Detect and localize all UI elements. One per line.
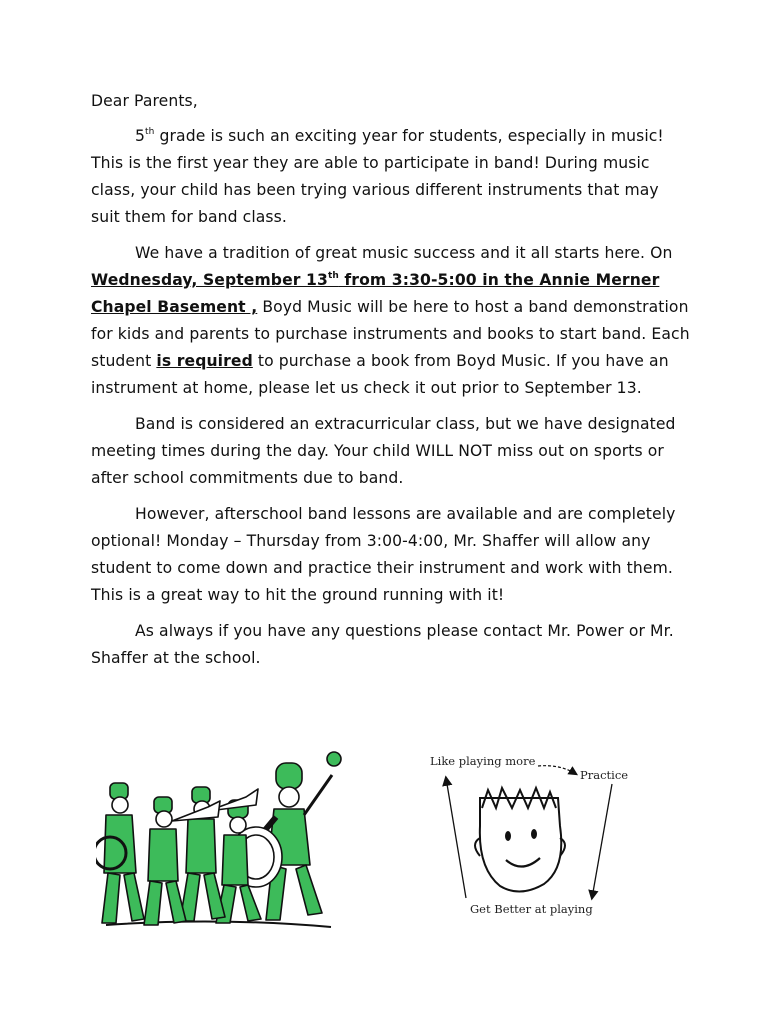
paragraph-contact: As always if you have any questions please contact Mr. Power or Mr. Shaffer at the school. — [91, 622, 674, 667]
event-tail-text: to purchase a book from Boyd Music. If you have an instrument at home, please let us check it out prior to September 13. — [91, 352, 669, 397]
marching-band-clipart — [96, 745, 346, 935]
cycle-label-practice: Practice — [580, 768, 629, 782]
event-date-text: Wednesday, September 13 — [91, 271, 328, 289]
event-body-text: Boyd Music will be here to host a band demonstration for kids and parents to purchase instruments and books to start band. Each student — [91, 298, 690, 370]
event-lead-text: We have a tradition of great music success and it all starts here. On — [135, 244, 673, 262]
event-time-location: from 3:30-5:00 in the Annie Merner Chapel Basement , — [91, 271, 660, 316]
paragraph-event — [91, 240, 691, 402]
grade-suffix: th — [145, 127, 155, 137]
letter-body — [91, 88, 691, 681]
cycle-label-get-better: Get Better at playing — [470, 902, 593, 916]
required-emphasis: is required — [156, 352, 253, 370]
smiley-face-icon — [475, 788, 565, 892]
practice-cycle-diagram — [420, 748, 650, 923]
paragraph-schedule: Band is considered an extracurricular class, but we have designated meeting times during the day. Your child WILL NOT miss out on sports or after school commitments due to band. — [91, 415, 676, 487]
grade-number: 5 — [135, 127, 146, 145]
cycle-label-like-playing: Like playing more — [430, 754, 536, 768]
salutation: Dear Parents, — [91, 92, 198, 110]
paragraph-intro — [91, 123, 691, 231]
paragraph-intro-text: grade is such an exciting year for students, especially in music! This is the first year they are able to participate in band! During music class, your child has been trying various different instruments that may suit them for band class. — [91, 127, 664, 226]
event-date-suffix: th — [327, 271, 339, 281]
paragraph-lessons: However, afterschool band lessons are available and are completely optional! Monday – Thursday from 3:00-4:00, Mr. Shaffer will allow any student to come down and practice their instrument and work with them. This is a great way to hit the ground running with it! — [91, 505, 676, 604]
